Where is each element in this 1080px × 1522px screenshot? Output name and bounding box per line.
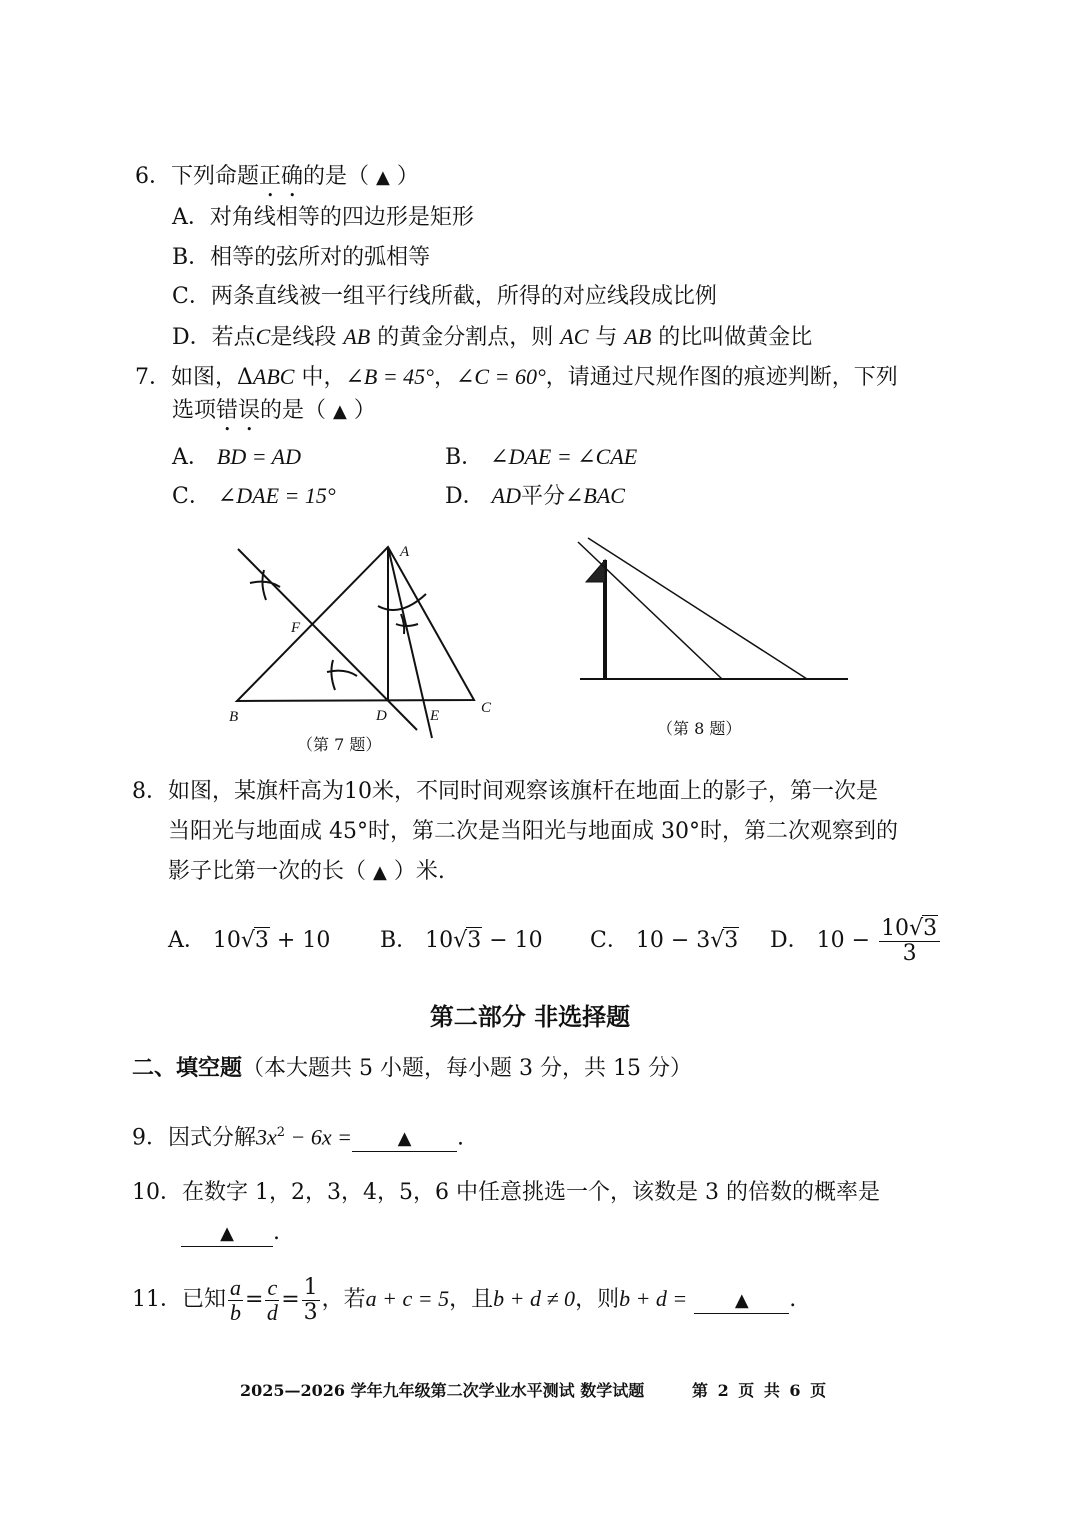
perpendicular-bisector [238,549,417,730]
answer-blank[interactable] [352,1126,457,1152]
text: 11．已知 [132,1287,226,1312]
text: ，且 [449,1287,494,1312]
text: ，请通过尺规作图的痕迹判断，下列 [545,365,898,390]
math: + 10 [269,928,331,953]
section-title: 二、填空题 [132,1055,243,1081]
math: BD = AD [216,444,301,469]
label: C． [172,484,211,509]
math: 10 [212,928,241,953]
label: A． [168,928,206,953]
text: ，若 [321,1287,366,1312]
emphasized-text: 正确 [259,164,304,189]
denominator: 3 [303,1299,318,1325]
math: ∠BAC [564,483,625,508]
fraction [879,917,940,966]
text: 平分 [520,484,565,509]
text: 相等的弦所对的弧相等 [210,245,431,270]
radicand: 3 [467,928,482,953]
label-b: B [229,709,239,725]
math: ∠B = 45° [345,364,434,389]
math: 10 [881,915,910,941]
figure-7-caption: （第 7 题） [297,735,382,754]
construction-arc [250,570,280,600]
math: − 6x = [285,1124,353,1150]
denominator: b [230,1299,241,1325]
label-c: C [481,700,492,716]
label: D． [172,325,212,350]
text: ， [433,365,456,390]
label: A． [172,445,210,470]
text: 若点 [211,325,256,350]
text: = [281,1287,300,1312]
label-a: A [400,544,410,560]
line-ae [388,547,432,738]
emphasized-text: 错误 [216,398,261,423]
part2-title: 第二部分 非选择题 [429,1002,631,1031]
text: 对角线相等的四边形是矩形 [209,205,474,230]
q7-stem-line1 [135,362,898,393]
label: B． [172,245,211,270]
figure-7 [237,547,474,738]
numerator: a [230,1274,241,1300]
label: C． [172,284,211,309]
text: 与 [595,325,618,350]
label: B． [380,928,419,953]
label: A． [172,205,210,230]
q8-stem-line3 [168,857,445,888]
exponent: 2 [276,1125,286,1140]
label-d: D [376,708,387,724]
math: 3x [256,1124,277,1150]
math: ∠DAE = ∠CAE [490,444,638,469]
text: ） [353,398,376,423]
q8-option-b [380,926,543,956]
math: ∠DAE = 15° [217,483,336,508]
label: B． [445,445,484,470]
text: 9．因式分解 [132,1125,256,1151]
text: 的是（ [260,398,327,423]
radicand: 3 [254,928,269,953]
denominator: 3 [902,940,917,966]
q7-option-d [445,481,625,512]
footer-title: 2025—2026 学年九年级第二次学业水平测试 数学试题 [240,1381,645,1400]
text: = [245,1287,264,1312]
math: AB [343,324,371,349]
fraction [228,1276,243,1325]
math: a + c = 5 [365,1286,450,1311]
figure-8 [578,538,848,679]
footer-page: 第 2 页 共 6 页 [692,1381,827,1400]
sun-ray-30 [588,538,807,679]
math: ∠C = 60° [456,364,546,389]
math: b + d = [619,1286,688,1311]
answer-marker: ▲ [373,862,387,883]
q7-option-c [172,481,336,512]
math: 10 − 3 [635,928,711,953]
numerator [879,917,940,942]
math: b + d ≠ 0 [493,1286,576,1311]
label: D． [770,928,810,953]
label-f: F [291,620,301,636]
answer-blank[interactable] [181,1221,273,1247]
text: . [457,1125,465,1151]
fraction [302,1276,320,1325]
q6-option-c [172,282,717,312]
construction-arc [327,660,357,690]
q6-stem [135,162,419,202]
radicand: 3 [724,928,739,953]
sqrt: √3 [240,928,269,953]
q7-option-b [445,442,637,473]
sun-ray-45 [578,542,722,679]
math: AC [560,324,589,349]
text: 的比叫做黄金比 [658,325,813,350]
fraction [265,1276,279,1325]
text: 是线段 [270,325,337,350]
construction-arc [378,594,426,610]
section-note: （本大题共 5 小题，每小题 3 分，共 15 分） [242,1056,692,1081]
q9 [132,1118,464,1153]
sqrt: √3 [909,915,938,941]
text: 7．如图，Δ [135,365,253,390]
sqrt: √3 [710,928,739,953]
text: 的黄金分割点，则 [377,325,554,350]
answer-marker: ▲ [220,1223,234,1244]
answer-marker: ▲ [333,401,347,422]
math: 10 [425,928,454,953]
numerator: 1 [303,1274,318,1300]
math: ABC [252,364,295,389]
q8-option-d [770,912,942,970]
math: AD [491,483,521,508]
sqrt: √3 [453,928,482,953]
math: C [255,324,271,349]
text: . [273,1220,280,1245]
q8-option-c [590,926,739,956]
text: 的是（ [303,164,370,189]
flag [586,560,605,582]
section2-heading [132,1053,692,1084]
label: C． [590,928,629,953]
q11 [132,1270,796,1329]
answer-marker: ▲ [397,1128,412,1150]
radicand: 3 [923,915,938,941]
text: 6．下列命题 [135,164,259,189]
q8-option-a [168,926,330,956]
q6-option-a [172,203,474,233]
label: D． [445,484,485,509]
text: ，则 [575,1287,620,1312]
math: AB [624,324,652,349]
q8-stem-line1: 8．如图，某旗杆高为10米，不同时间观察该旗杆在地面上的影子，第一次是 [132,779,878,804]
q7-option-a [172,442,301,473]
text: ）米. [393,859,445,884]
q10-stem: 10．在数字 1，2，3，4，5，6 中任意挑选一个，该数是 3 的倍数的概率是 [132,1180,880,1205]
figure-8-caption: （第 8 题） [657,719,742,738]
math: 10 − [816,928,878,953]
denominator: d [266,1299,278,1325]
triangle-abc [237,547,474,701]
math: − 10 [482,928,543,953]
construction-arc [396,614,418,634]
text: 影子比第一次的长（ [168,859,367,884]
answer-marker: ▲ [734,1290,749,1311]
q10-answer [181,1218,280,1248]
answer-blank[interactable] [694,1288,789,1314]
answer-marker: ▲ [376,167,390,188]
q8-stem-line2: 当阳光与地面成 45°时，第二次是当阳光与地面成 30°时，第二次观察到的 [168,819,898,844]
text: 两条直线被一组平行线所截，所得的对应线段成比例 [210,284,717,309]
text: 选项 [172,398,217,423]
numerator: c [267,1274,278,1300]
q6-option-d [172,322,812,353]
text: 中， [301,365,346,390]
q6-option-b [172,243,430,273]
text: . [789,1287,797,1312]
q7-stem-line2 [172,396,376,436]
label-e: E [430,708,440,724]
text: ） [396,164,419,189]
